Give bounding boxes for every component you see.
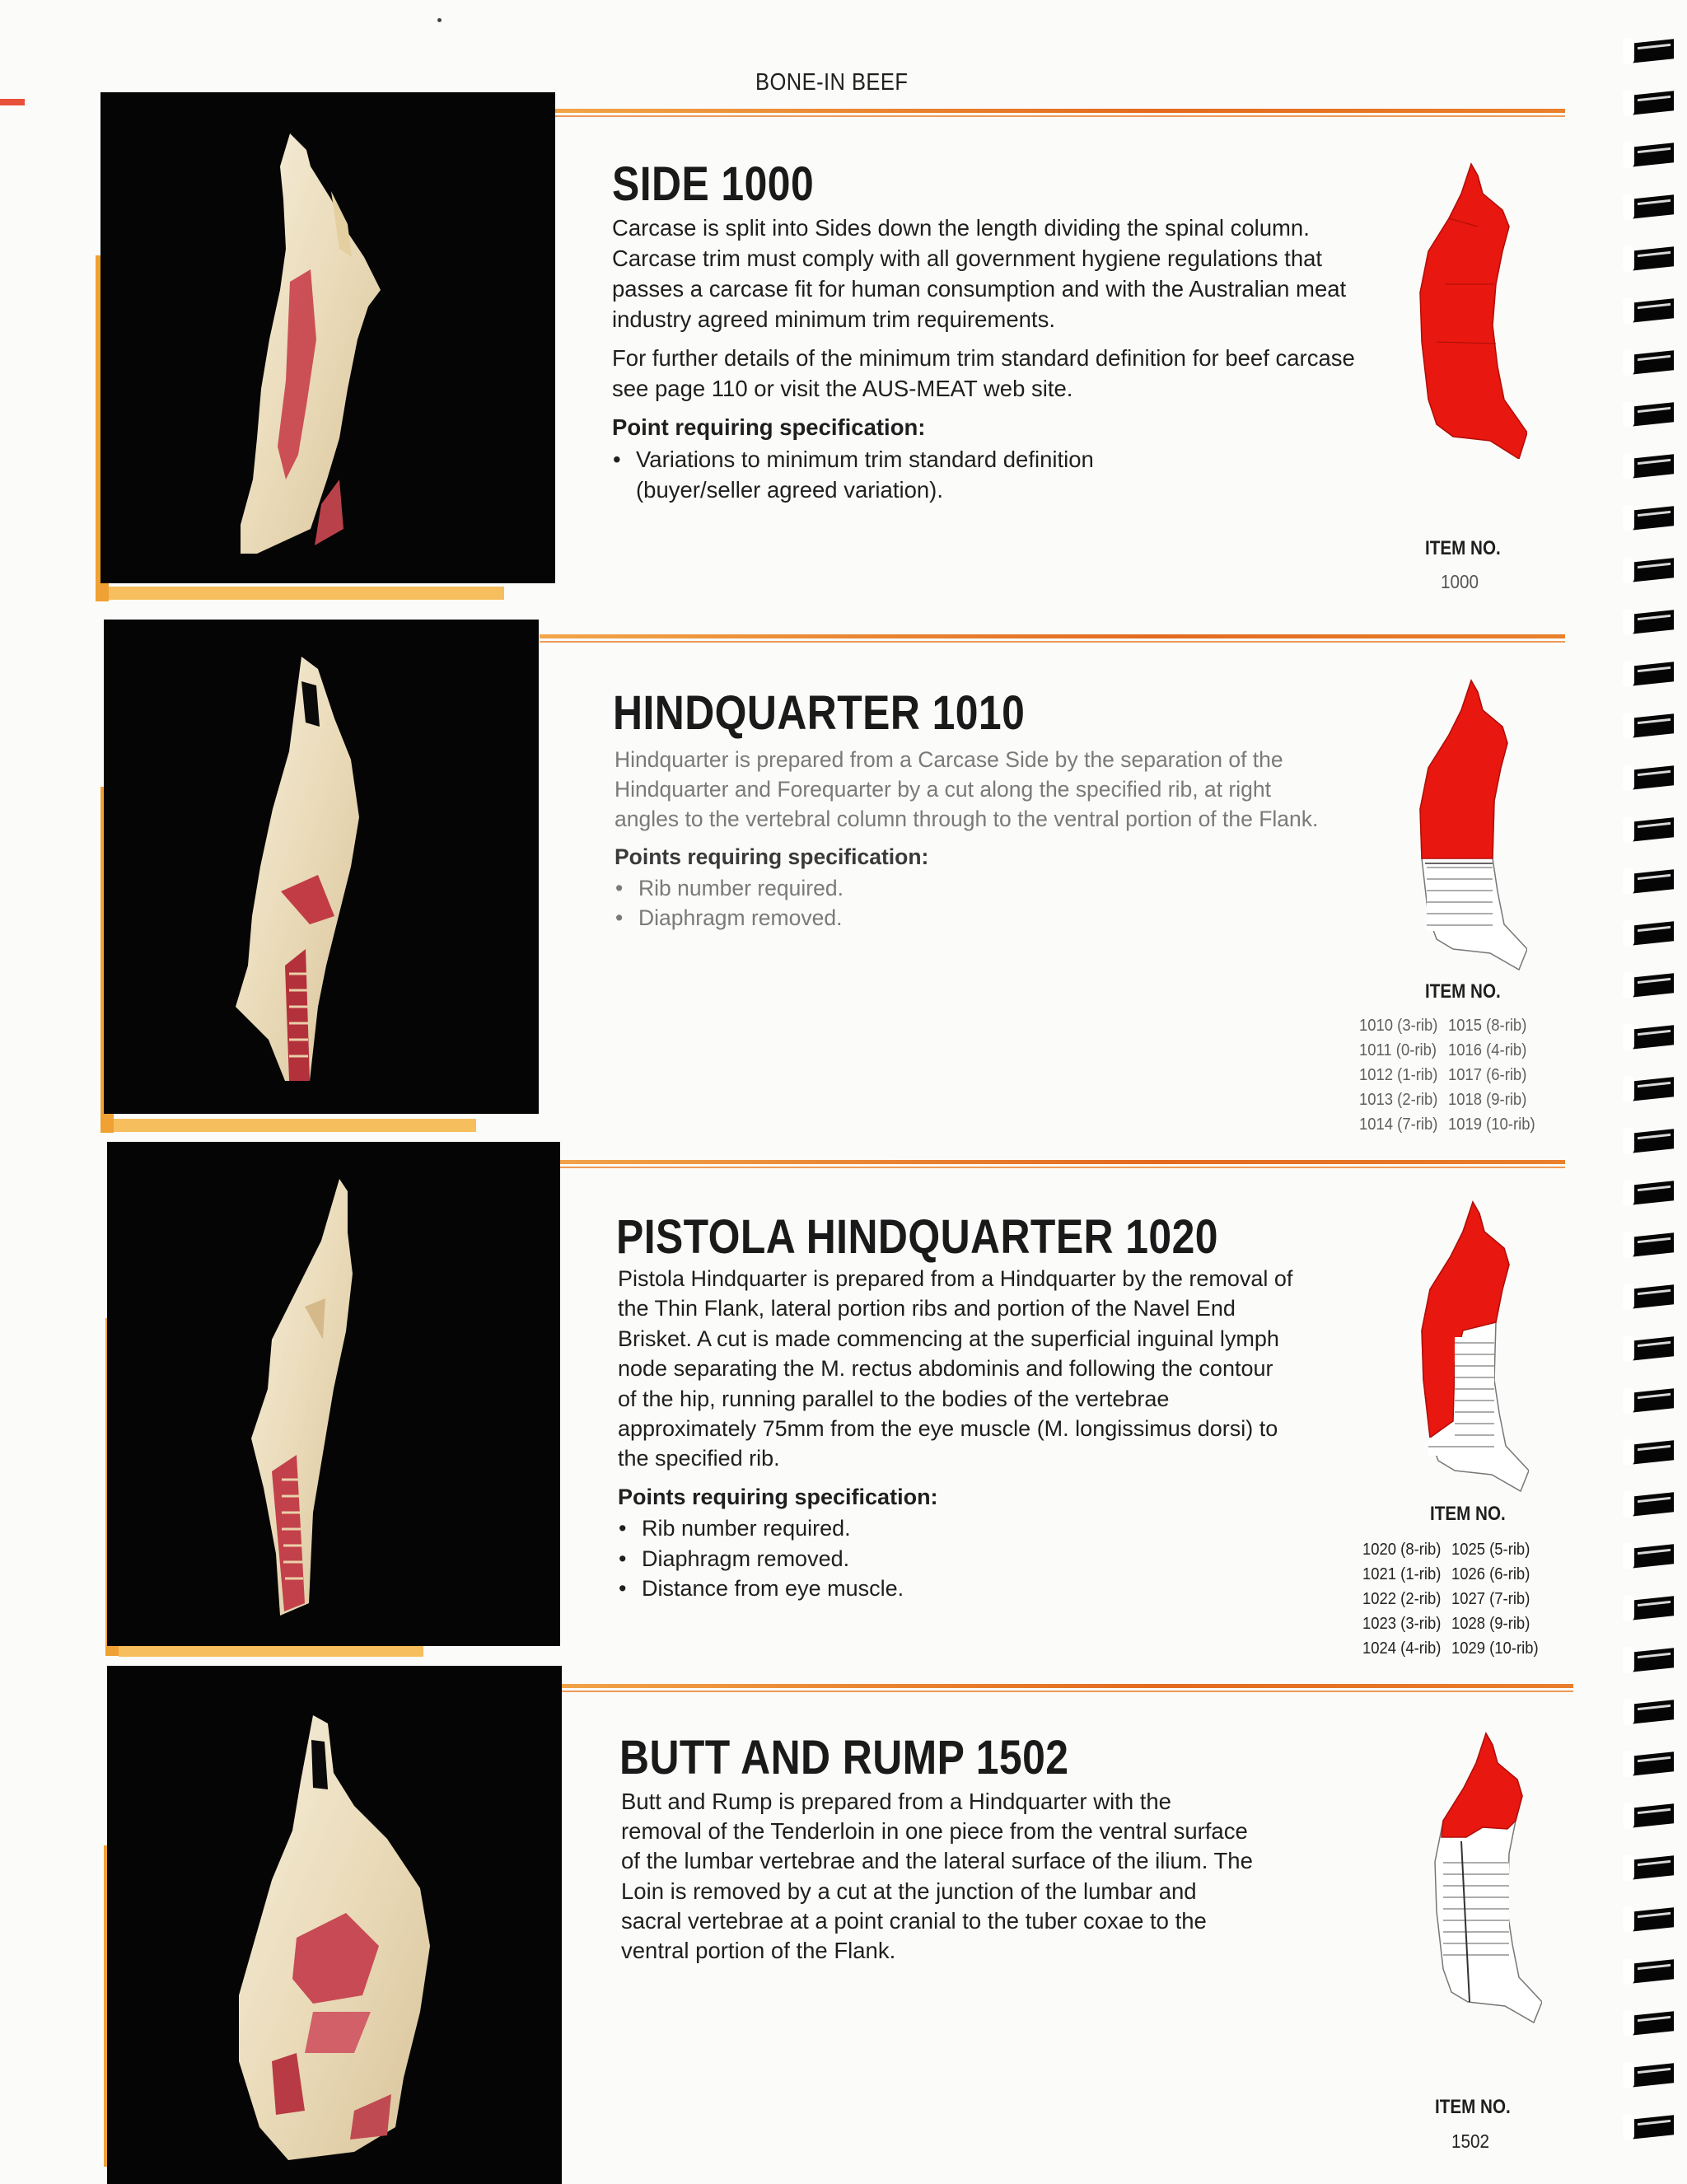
binding-coil (1623, 1953, 1687, 1986)
binding-coil (1623, 500, 1687, 533)
binding-coil (1623, 1590, 1687, 1623)
item-code: 1023 (3-rib) (1362, 1614, 1442, 1633)
spec-point: • Distance from eye muscle. (618, 1574, 1293, 1603)
spec-list (615, 873, 1331, 933)
binding-coil (1623, 1434, 1687, 1467)
binding-coil (1623, 811, 1687, 844)
section-rule (540, 634, 1565, 638)
binding-coil (1623, 552, 1687, 585)
description-paragraph: Hindquarter is prepared from a Carcase Side by the separation of the Hindquarter and Forequarter by a cut along the specified rib, at right angles to the vertebral column through to the ventral portion of the Flank. (615, 747, 1319, 831)
item-code-list (1362, 1537, 1539, 1660)
binding-coil (1623, 656, 1687, 689)
item-code: 1021 (1-rib) (1362, 1564, 1442, 1583)
binding-coil (1623, 1227, 1687, 1260)
item-code: 1024 (4-rib) (1362, 1639, 1442, 1658)
product-photo-butt-and-rump (107, 1666, 562, 2184)
binding-coil (1623, 85, 1687, 118)
binding-coil (1623, 1642, 1687, 1675)
section-title: HINDQUARTER 1010 (613, 686, 1026, 740)
section-title: SIDE 1000 (612, 157, 815, 211)
spec-point: • Diaphragm removed. (618, 1544, 1293, 1574)
product-photo-side (100, 92, 555, 583)
binding-coil (1623, 1746, 1687, 1779)
binding-coil (1623, 189, 1687, 222)
spec-point: • Rib number required. (618, 1513, 1293, 1543)
binding-coil (1623, 1123, 1687, 1156)
section-title: PISTOLA HINDQUARTER 1020 (616, 1210, 1218, 1264)
item-code: 1020 (8-rib) (1362, 1540, 1442, 1559)
item-code: 1013 (2-rib) (1359, 1090, 1438, 1109)
item-code: 1018 (9-rib) (1447, 1090, 1527, 1109)
section-rule (540, 1160, 1565, 1164)
item-code: 1017 (6-rib) (1447, 1065, 1527, 1084)
binding-coil (1623, 1901, 1687, 1934)
binding-coil (1623, 1331, 1687, 1363)
binding-coil (1623, 1798, 1687, 1831)
section-description (621, 1787, 1255, 1974)
whole-side-red-icon (1404, 161, 1527, 459)
binding-coil (1623, 448, 1687, 481)
item-code: 1025 (5-rib) (1451, 1540, 1530, 1559)
scan-speck (437, 18, 442, 22)
spiral-binding (1623, 33, 1687, 2175)
hindquarter-red-icon (1404, 677, 1527, 974)
binding-coil (1623, 863, 1687, 896)
item-code: 1022 (2-rib) (1362, 1589, 1442, 1608)
binding-coil (1623, 1382, 1687, 1415)
description-paragraph: Pistola Hindquarter is prepared from a Hindquarter by the removal of the Thin Flank, lateral portion ribs and portion of the Navel End Brisket. A cut is made commencing at the superficial inguinal lymph node separating the M. rectus abdominis and following the contour of the hip, running parallel to the bodies of the vertebrae approximately 75mm from the eye muscle (M. longissimus dorsi) to the specified rib. (618, 1266, 1293, 1471)
section-description (618, 1264, 1293, 1603)
binding-coil (1623, 604, 1687, 637)
binding-coil (1623, 1019, 1687, 1052)
page-header: BONE-IN BEEF (755, 69, 909, 96)
product-photo-hindquarter (104, 620, 539, 1114)
item-code-list (1359, 1013, 1535, 1136)
spec-list (612, 444, 1172, 505)
item-number-label: ITEM NO. (1425, 980, 1501, 1003)
binding-coil (1623, 241, 1687, 274)
binding-coil (1623, 1071, 1687, 1104)
section-rule (540, 1684, 1573, 1688)
binding-coil (1623, 292, 1687, 325)
item-code: 1010 (3-rib) (1359, 1016, 1438, 1035)
binding-coil (1623, 33, 1687, 66)
binding-coil (1623, 708, 1687, 741)
pistola-hindquarter-red-icon (1405, 1199, 1529, 1495)
description-paragraph: Butt and Rump is prepared from a Hindquarter with the removal of the Tenderloin in one piece from the ventral surface of the lumbar vertebrae and the lateral surface of the ilium. The Loin is removed by a cut at the junction of the lumbar and sacral vertebrae at a point cranial to the tuber coxae to the ventral portion of the Flank. (621, 1789, 1253, 1964)
section-description (612, 213, 1386, 505)
margin-mark (0, 99, 25, 105)
item-code: 1027 (7-rib) (1451, 1589, 1530, 1608)
spec-point: • Diaphragm removed. (615, 903, 1331, 933)
binding-coil (1623, 1486, 1687, 1519)
binding-coil (1623, 1850, 1687, 1882)
binding-coil (1623, 344, 1687, 377)
product-photo-pistola-hindquarter (107, 1142, 560, 1646)
item-number-label: ITEM NO. (1425, 537, 1501, 559)
spec-point: • Rib number required. (615, 873, 1331, 903)
section-description (615, 745, 1331, 933)
item-code: 1014 (7-rib) (1359, 1115, 1438, 1134)
item-code: 1019 (10-rib) (1447, 1115, 1535, 1134)
binding-coil (1623, 967, 1687, 1000)
spec-heading: Points requiring specification: (615, 844, 929, 869)
description-paragraph: For further details of the minimum trim standard definition for beef carcase see page 110 or visit the AUS-MEAT web site. (612, 345, 1355, 401)
binding-coil (1623, 1175, 1687, 1208)
section-title: BUTT AND RUMP 1502 (619, 1731, 1069, 1784)
item-code: 1028 (9-rib) (1451, 1614, 1530, 1633)
item-code: 1012 (1-rib) (1359, 1065, 1438, 1084)
binding-coil (1623, 137, 1687, 170)
item-code: 1015 (8-rib) (1447, 1016, 1527, 1035)
binding-coil (1623, 1538, 1687, 1571)
spec-heading: Points requiring specification: (618, 1484, 938, 1509)
binding-coil (1623, 1694, 1687, 1727)
spec-heading: Point requiring specification: (612, 414, 926, 440)
binding-coil (1623, 2057, 1687, 2090)
item-code: 1016 (4-rib) (1447, 1041, 1527, 1059)
binding-coil (1623, 396, 1687, 429)
item-number: 1502 (1451, 2130, 1490, 2152)
binding-coil (1623, 760, 1687, 793)
item-code: 1011 (0-rib) (1359, 1041, 1437, 1059)
binding-coil (1623, 2109, 1687, 2142)
item-number: 1000 (1441, 571, 1479, 592)
butt-and-rump-red-icon (1418, 1730, 1542, 2028)
section-rule (540, 109, 1565, 113)
binding-coil (1623, 2005, 1687, 2038)
binding-coil (1623, 915, 1687, 948)
item-code: 1026 (6-rib) (1451, 1564, 1530, 1583)
item-number-label: ITEM NO. (1435, 2096, 1511, 2118)
description-paragraph: Carcase is split into Sides down the length dividing the spinal column. Carcase trim must comply with all government hygiene regulations that passes a carcase fit for human consumption and with the Australian meat industry agreed minimum trim requirements. (612, 215, 1347, 332)
spec-point: • Variations to minimum trim standard definition (buyer/seller agreed variation). (612, 444, 1172, 505)
item-code: 1029 (10-rib) (1451, 1639, 1539, 1658)
item-number-label: ITEM NO. (1430, 1503, 1506, 1525)
spec-list (618, 1513, 1293, 1603)
binding-coil (1623, 1279, 1687, 1312)
